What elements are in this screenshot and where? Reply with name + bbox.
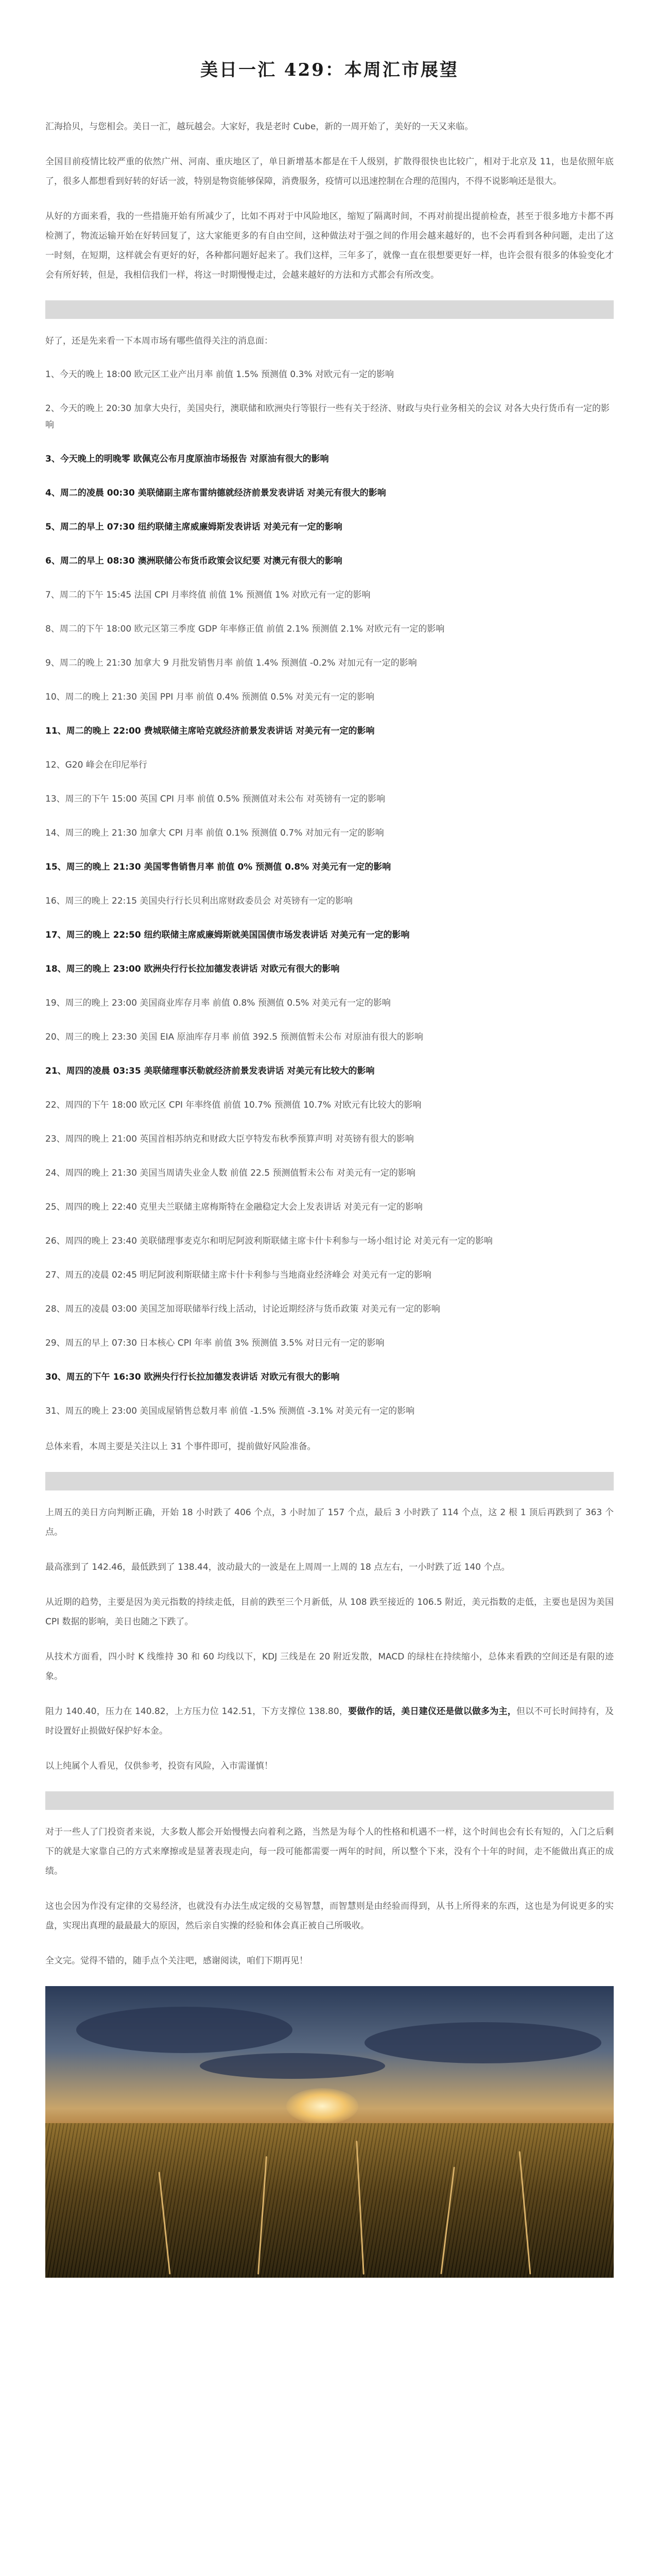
intro-paragraph: 汇海拾贝，与您相会。美日一汇，越玩越会。大家好，我是老时 Cube，新的一周开始了，美好的一天又来临。 (45, 122, 474, 132)
cloud-shape (200, 2053, 385, 2079)
event-item: 14、周三的晚上 21:30 加拿大 CPI 月率 前值 0.1% 预测值 0.7% 对加元有一定的影响 (45, 828, 384, 838)
event-item: 6、周二的早上 08:30 澳洲联储公布货币政策会议纪要 对澳元有很大的影响 (45, 556, 342, 566)
analysis-section (45, 1503, 614, 1776)
closing-paragraph: 全文完。觉得不错的，随手点个关注吧，感谢阅读，咱们下期再见！ (45, 1956, 308, 1966)
event-item: 12、G20 峰会在印尼举行 (45, 760, 147, 770)
event-item: 11、周二的晚上 22:00 费城联储主席哈克就经济前景发表讲话 对美元有一定的影响 (45, 726, 375, 736)
event-item: 18、周三的晚上 23:00 欧洲央行行长拉加德发表讲话 对欧元有很大的影响 (45, 964, 340, 974)
intro-section (45, 117, 614, 285)
event-item: 1、今天的晚上 18:00 欧元区工业产出月率 前值 1.5% 预测值 0.3% 对欧元有一定的影响 (45, 369, 394, 380)
closing-section (45, 1822, 614, 1971)
cloud-shape (76, 2007, 292, 2053)
disclaimer: 以上纯属个人看见，仅供参考，投资有风险，入市需谨慎！ (45, 1761, 273, 1771)
event-item: 21、周四的凌晨 03:35 美联储理事沃勒就经济前景发表讲话 对美元有比较大的影响 (45, 1066, 375, 1076)
event-item: 8、周二的下午 18:00 欧元区第三季度 GDP 年率修正值 前值 2.1% 预测值 2.1% 对欧元有一定的影响 (45, 624, 445, 634)
analysis-paragraph: 从技术方面看，四小时 K 线维持 30 和 60 均线以下，KDJ 三线是在 20 附近发散，MACD 的绿柱在持续缩小，总体来看跌的空间还是有限的迹象。 (45, 1652, 614, 1682)
events-summary: 总体来看，本周主要是关注以上 31 个事件即可，提前做好风险准备。 (45, 1442, 316, 1452)
event-item: 31、周五的晚上 23:00 美国成屋销售总数月率 前值 -1.5% 预测值 -3.1% 对美元有一定的影响 (45, 1406, 415, 1416)
event-item: 13、周三的下午 15:00 英国 CPI 月率 前值 0.5% 预测值对未公布 对英镑有一定的影响 (45, 794, 386, 804)
section-divider (45, 1791, 614, 1810)
sun-glow (286, 2088, 358, 2124)
event-item: 23、周四的晚上 21:00 英国首相苏纳克和财政大臣亨特发布秋季预算声明 对英镑有很大的影响 (45, 1134, 414, 1144)
closing-paragraph: 对于一些人了门投资者来说，大多数人都会开始慢慢去向着利之路，当然是为每个人的性格和机遇不一样，这个时间也会有长有短的，入门之后剩下的就是大家靠自己的方式来摩擦或是显著表现走向，每一段可能都需要一两年的时间，所以整个下来，没有个十年的时间，走不能做出真正的成绩。 (45, 1827, 614, 1876)
closing-paragraph: 这也会因为作没有定律的交易经济，也就没有办法生成定级的交易智慧，而智慧则是由经验而得到，从书上所得来的东西，这也是为何说更多的实盘，实现出真理的最最最大的原因，然后亲自实操的经验和体会真正被自己所吸收。 (45, 1901, 614, 1931)
cloud-shape (365, 2022, 601, 2063)
event-item: 24、周四的晚上 21:30 美国当周请失业金人数 前值 22.5 预测值暂未公布 对美元有一定的影响 (45, 1168, 415, 1178)
event-item: 20、周三的晚上 23:30 美国 EIA 原油库存月率 前值 392.5 预测值暂未公布 对原油有很大的影响 (45, 1032, 423, 1042)
intro-paragraph: 从好的方面来看，我的一些措施开始有所减少了，比如不再对于中风险地区，缩短了隔离时间，不再对前提出提前检查，甚至于很多地方卡都不再检测了，物流运输开始在好转回复了，这大家能更多的有自由空间，这种做法对于强之间的作用会越来越好的，也不会再看到各种问题，走出了这一时刻，在短期，这样就会有更好的好，各种都问题好起来了。我们这样，三年多了，就像一直在很想要更好一样，也许会很有很多的体验变化才会有所好转，但是，我相信我们一样，将这一时期慢慢走过，会越来越好的方法和方式都会有所改变。 (45, 211, 614, 280)
event-item: 22、周四的下午 18:00 欧元区 CPI 年率终值 前值 10.7% 预测值 10.7% 对欧元有比较大的影响 (45, 1100, 422, 1110)
event-item: 2、今天的晚上 20:30 加拿大央行，美国央行，澳联储和欧洲央行等银行一些有关于经济、财政与央行业务相关的会议 对各大央行货币有一定的影响 (45, 403, 610, 430)
analysis-paragraph: 上周五的美日方向判断正确，开始 18 小时跌了 406 个点，3 小时加了 157 个点，最后 3 小时跌了 114 个点，这 2 根 1 顶后再跌到了 363 个点。 (45, 1507, 614, 1537)
event-item: 4、周二的凌晨 00:30 美联储副主席布雷纳德就经济前景发表讲话 对美元有很大的影响 (45, 488, 386, 498)
section-divider (45, 1472, 614, 1490)
event-item: 7、周二的下午 15:45 法国 CPI 月率终值 前值 1% 预测值 1% 对欧元有一定的影响 (45, 590, 371, 600)
event-item: 16、周三的晚上 22:15 美国央行行长贝利出席财政委员会 对英镑有一定的影响 (45, 896, 353, 906)
event-item: 25、周四的晚上 22:40 克里夫兰联储主席梅斯特在金融稳定大会上发表讲话 对美元有一定的影响 (45, 1202, 423, 1212)
analysis-paragraph: 最高涨到了 142.46，最低跌到了 138.44，波动最大的一波是在上周周一上周的 18 点左右，一小时跌了近 140 个点。 (45, 1562, 510, 1572)
analysis-paragraph: 从近期的趋势，主要是因为美元指数的持续走低，目前的跌至三个月新低，从 108 跌至接近的 106.5 附近，美元指数的走低，主要也是因为美国 CPI 数据的影响，美日也随之下跌了。 (45, 1597, 614, 1627)
event-item: 28、周五的凌晨 03:00 美国芝加哥联储举行线上活动，讨论近期经济与货币政策 对美元有一定的影响 (45, 1304, 440, 1314)
intro-paragraph: 全国目前疫情比较严重的依然广州、河南、重庆地区了，单日新增基本都是在千人级别，扩散得很快也比较广，相对于北京及 11，也是依照年底了，很多人都想看到好转的好话一波，特别是物资能够保障，消费服务，疫情可以迅速控制在合理的范围内，不得不说影响还是很大。 (45, 157, 614, 187)
event-item: 17、周三的晚上 22:50 纽约联储主席威廉姆斯就美国国债市场发表讲话 对美元有一定的影响 (45, 930, 410, 940)
trade-suggestion-text: 要做作的话，美日建仪还是做以做多为主， (348, 1706, 516, 1717)
wheat-field-sunset-photo (45, 1986, 614, 2278)
event-item: 29、周五的早上 07:30 日本核心 CPI 年率 前值 3% 预测值 3.5% 对日元有一定的影响 (45, 1338, 385, 1348)
event-item: 3、今天晚上的明晚零 欧佩克公布月度原油市场报告 对原油有很大的影响 (45, 454, 329, 464)
article-title: 美日一汇 429：本周汇市展望 (200, 60, 459, 80)
section-divider (45, 300, 614, 319)
events-list (45, 366, 614, 1419)
event-item: 9、周二的晚上 21:30 加拿大 9 月批发销售月率 前值 1.4% 预测值 -0.2% 对加元有一定的影响 (45, 658, 417, 668)
events-heading: 好了，还是先来看一下本周市场有哪些值得关注的消息面： (45, 336, 273, 346)
risk-note-text: 但以不可长时间持有，及时设置好止损做好保护好本金。 (45, 1706, 614, 1736)
analysis-paragraph (45, 1702, 614, 1741)
event-item: 27、周五的凌晨 02:45 明尼阿波利斯联储主席卡什卡利参与当地商业经济峰会 对美元有一定的影响 (45, 1270, 431, 1280)
event-item: 5、周二的早上 07:30 纽约联储主席威廉姆斯发表讲话 对美元有一定的影响 (45, 522, 342, 532)
event-item: 30、周五的下午 16:30 欧洲央行行长拉加德发表讲话 对欧元有很大的影响 (45, 1372, 340, 1382)
event-item: 26、周四的晚上 23:40 美联储理事麦克尔和明尼阿波利斯联储主席卡什卡利参与一场小组讨论 对美元有一定的影响 (45, 1236, 493, 1246)
event-item: 10、周二的晚上 21:30 美国 PPI 月率 前值 0.4% 预测值 0.5% 对美元有一定的影响 (45, 692, 375, 702)
event-item: 15、周三的晚上 21:30 美国零售销售月率 前值 0% 预测值 0.8% 对美元有一定的影响 (45, 862, 391, 872)
event-item: 19、周三的晚上 23:00 美国商业库存月率 前值 0.8% 预测值 0.5% 对美元有一定的影响 (45, 998, 391, 1008)
support-resistance-text: 阻力 140.40，压力在 140.82，上方压力位 142.51，下方支撑位 138.80， (45, 1706, 349, 1717)
